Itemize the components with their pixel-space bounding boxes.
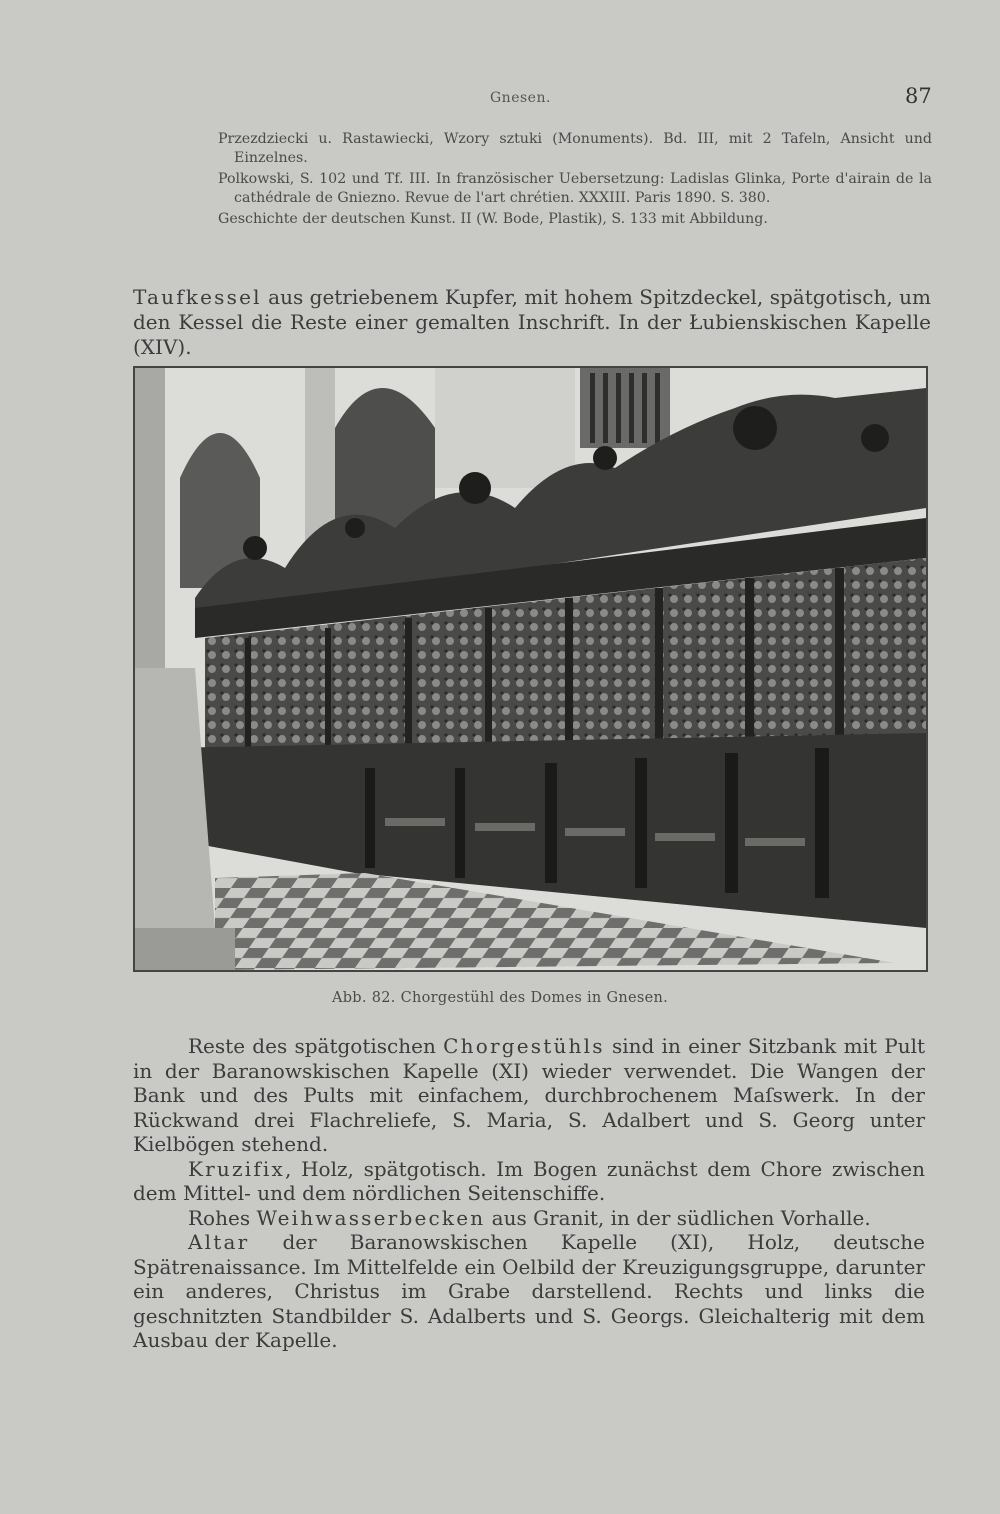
reference-item: Przezdziecki u. Rastawiecki, Wzory sztuki (Monuments). Bd. III, mit 2 Tafeln, Ansicht und Einzelnes.: [218, 131, 932, 166]
entry-paragraph: Altar der Baranowskischen Kapelle (XI), Holz, deutsche Spätrenaissance. Im Mittelfelde ein Oelbild der Kreuzigungsgruppe, darunter ein anderes, Christus im Grabe darstellend. Rechts und links die geschnitzten Standbilder S. Adalberts und S. Georgs. Gleichalterig mit dem Ausbau der Kapelle.: [133, 1230, 925, 1352]
figure-caption: Abb. 82. Chorgestühl des Domes in Gnesen.: [331, 990, 669, 1006]
reference-item: Geschichte der deutschen Kunst. II (W. Bode, Plastik), S. 133 mit Abbildung.: [218, 211, 768, 227]
page-number: 87: [905, 84, 932, 108]
entry-term: Weihwasserbecken: [256, 1205, 486, 1230]
choir-stalls-photo: [135, 368, 926, 970]
entry-text: aus getriebenem Kupfer, mit hohem Spitzdeckel, spätgotisch, um den Kessel die Reste einer gemalten Inschrift. In der Łubienskischen Kapelle (XIV).: [133, 285, 931, 359]
entry-taufkessel: [133, 285, 931, 360]
entry-term: Chorgestühls: [443, 1034, 605, 1058]
bibliography-references: [218, 130, 932, 231]
entry-term: Taufkessel: [133, 285, 262, 309]
reference-item: Polkowski, S. 102 und Tf. III. In französischer Uebersetzung: Ladislas Glinka, Porte d'airain de la cathédrale de Gniezno. Revue de l'art chrétien. XXXIII. Paris 1890. S. 380.: [218, 171, 932, 206]
entry-paragraph: Rohes Weihwasserbecken aus Granit, in der südlichen Vorhalle.: [188, 1205, 871, 1230]
main-text: [133, 1034, 925, 1353]
running-title: Gnesen.: [490, 90, 551, 106]
entry-paragraph: Kruzifix, Holz, spätgotisch. Im Bogen zunächst dem Chore zwischen dem Mittel- und dem nördlichen Seitenschiffe.: [133, 1156, 925, 1205]
figure-photograph: [133, 366, 928, 972]
running-head: [0, 84, 1000, 114]
entry-paragraph: Reste des spätgotischen Chorgestühls sind in einer Sitzbank mit Pult in der Baranowskischen Kapelle (XI) wieder verwendet. Die Wangen der Bank und des Pults mit einfachem, durchbrochenem Maſswerk. In der Rückwand drei Flachreliefe, S. Maria, S. Adalbert und S. Georg unter Kielbögen stehend.: [133, 1034, 926, 1156]
entry-term: Altar: [188, 1230, 250, 1254]
entry-term: Kruzifix: [188, 1156, 285, 1181]
